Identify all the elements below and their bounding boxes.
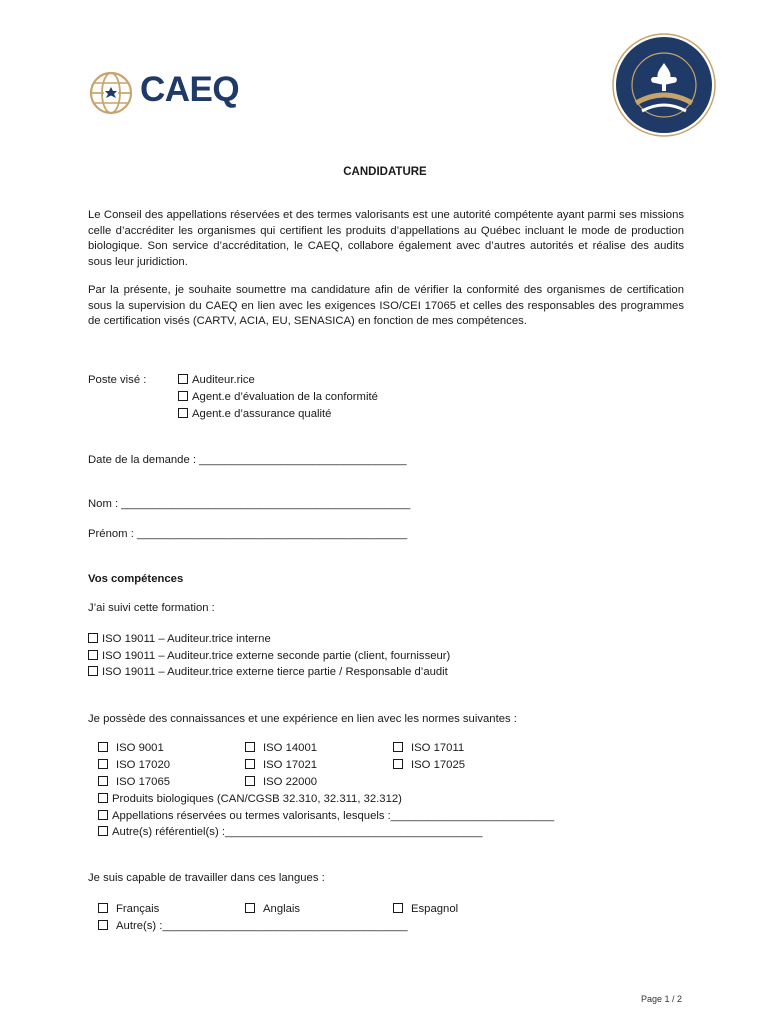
norm-option[interactable]: ISO 17065	[98, 776, 170, 788]
checkbox[interactable]	[98, 742, 108, 752]
norm-option[interactable]: ISO 9001	[98, 742, 164, 754]
checkbox[interactable]	[245, 903, 255, 913]
training-option-interne[interactable]: ISO 19011 – Auditeur.trice interne	[88, 633, 271, 645]
checkbox[interactable]	[88, 666, 98, 676]
checkbox[interactable]	[98, 810, 108, 820]
checkbox[interactable]	[393, 903, 403, 913]
norm-option[interactable]: ISO 17021	[245, 759, 317, 771]
norm-option-bio[interactable]: Produits biologiques (CAN/CGSB 32.310, 32.311, 32.312)	[98, 793, 402, 805]
position-option-agent-qualite[interactable]: Agent.e d’assurance qualité	[178, 408, 331, 420]
competences-heading: Vos compétences	[88, 573, 184, 585]
checkbox[interactable]	[393, 742, 403, 752]
norms-label: Je possède des connaissances et une expérience en lien avec les normes suivantes :	[88, 713, 517, 725]
globe-logo-icon	[88, 70, 134, 116]
checkbox[interactable]	[245, 776, 255, 786]
checkbox[interactable]	[98, 776, 108, 786]
checkbox[interactable]	[98, 793, 108, 803]
checkbox[interactable]	[98, 903, 108, 913]
checkbox[interactable]	[98, 759, 108, 769]
checkbox[interactable]	[98, 920, 108, 930]
checkbox[interactable]	[178, 374, 188, 384]
checkbox[interactable]	[88, 650, 98, 660]
training-option-seconde-partie[interactable]: ISO 19011 – Auditeur.trice externe seconde partie (client, fournisseur)	[88, 650, 450, 662]
position-option-auditeur[interactable]: Auditeur.rice	[178, 374, 255, 386]
prenom-field[interactable]: Prénom : ___________________________________________	[88, 528, 408, 540]
request-paragraph: Par la présente, je souhaite soumettre ma candidature afin de vérifier la conformité des organismes de certification sous la supervision du CAEQ en lien avec les exigences ISO/CEI 17065 et celles des responsables des programmes de certification visés (CARTV, ACIA, EU, SENASICA) en fonction de mes compétences.	[88, 284, 684, 327]
caeq-logo	[88, 68, 258, 116]
logo-wordmark: CAEQ	[140, 70, 240, 109]
norm-option[interactable]: ISO 17025	[393, 759, 465, 771]
norm-option[interactable]: ISO 14001	[245, 742, 317, 754]
norm-option[interactable]: ISO 17020	[98, 759, 170, 771]
training-option-tierce-partie[interactable]: ISO 19011 – Auditeur.trice externe tierce partie / Responsable d’audit	[88, 666, 448, 678]
checkbox[interactable]	[98, 826, 108, 836]
norm-option[interactable]: ISO 17011	[393, 742, 464, 754]
checkbox[interactable]	[178, 408, 188, 418]
checkbox[interactable]	[245, 759, 255, 769]
checkbox[interactable]	[88, 633, 98, 643]
norm-option-appellations[interactable]: Appellations réservées ou termes valorisants, lesquels :__________________________	[98, 810, 554, 822]
language-option-autres[interactable]: Autre(s) :_______________________________________	[98, 920, 407, 932]
norm-option-autres[interactable]: Autre(s) référentiel(s) :_________________________________________	[98, 826, 483, 838]
training-label: J’ai suivi cette formation :	[88, 602, 215, 614]
position-label: Poste visé :	[88, 374, 147, 386]
checkbox[interactable]	[393, 759, 403, 769]
page-number: Page 1 / 2	[640, 994, 682, 1004]
norm-option[interactable]: ISO 22000	[245, 776, 317, 788]
checkbox[interactable]	[178, 391, 188, 401]
intro-paragraph: Le Conseil des appellations réservées et des termes valorisants est une autorité compétente ayant parmi ses missions celle d’accréditer les organismes qui certifient les produits d’appellations au Québec incluant le mode de production biologique. Son service d’accréditation, le CAEQ, collabore également avec d’autres autorités et réalise des audits sous leur juridiction.	[88, 209, 684, 268]
seal-emblem-icon	[612, 33, 716, 137]
language-option-francais[interactable]: Français	[98, 903, 159, 915]
nom-field[interactable]: Nom : ______________________________________________	[88, 498, 411, 510]
languages-label: Je suis capable de travailler dans ces langues :	[88, 872, 325, 884]
language-option-espagnol[interactable]: Espagnol	[393, 903, 458, 915]
date-field[interactable]: Date de la demande : _________________________________	[88, 454, 407, 466]
checkbox[interactable]	[245, 742, 255, 752]
position-option-agent-evaluation[interactable]: Agent.e d’évaluation de la conformité	[178, 391, 378, 403]
language-option-anglais[interactable]: Anglais	[245, 903, 300, 915]
form-title: CANDIDATURE	[343, 166, 427, 178]
conseil-seal	[612, 33, 716, 137]
